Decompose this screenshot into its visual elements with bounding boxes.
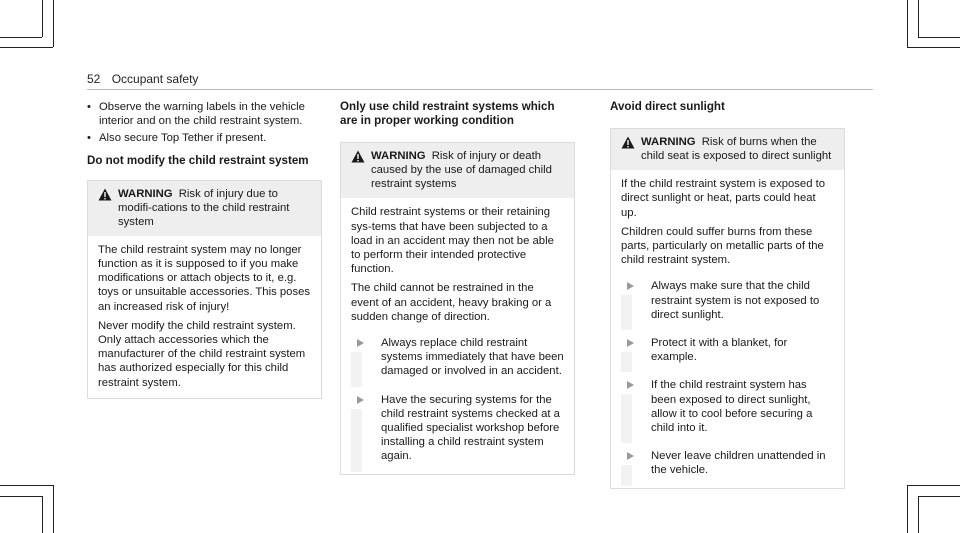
crop-mark — [907, 485, 908, 533]
crop-mark — [918, 0, 919, 37]
page-number: 52 — [87, 72, 101, 86]
warning-paragraph: Children could suffer burns from these parts, particularly on metallic parts of the child restraint system. — [621, 225, 824, 267]
warning-header — [341, 143, 574, 198]
action-steps — [351, 336, 564, 464]
warning-paragraph: Never modify the child restraint system. Only attach accessories which the manufacturer of the child restraint system has authorized especially for this child restraint system. — [98, 319, 306, 389]
crop-mark — [53, 485, 54, 533]
column-2 — [340, 100, 575, 475]
action-step — [351, 393, 564, 464]
step-text: Always make sure that the child restraint system is not exposed to direct sunlight. — [651, 280, 820, 321]
crop-mark — [918, 37, 960, 38]
step-text: Always replace child restraint systems immediately that have been damaged or involved in an accident. — [381, 337, 564, 378]
warning-label: WARNING — [118, 187, 173, 200]
step-text: Never leave children unattended in the vehicle. — [651, 450, 826, 477]
crop-mark — [907, 47, 960, 48]
crop-mark — [53, 0, 54, 47]
list-item: • Also secure Top Tether if present. — [87, 131, 322, 145]
action-step — [351, 336, 564, 379]
crop-mark — [0, 37, 42, 38]
step-text: Have the securing systems for the child restraint systems checked at a qualified specialist workshop before installing a child restraint system again. — [381, 393, 560, 463]
warning-triangle-icon — [351, 150, 365, 163]
warning-paragraph: The child restraint system may no longer function as it is supposed to if you make modifications or attach objects to it, e.g. toys or unsuitable accessories. This poses an increased risk of injury! — [98, 243, 311, 313]
warning-box — [87, 180, 322, 399]
step-bar — [621, 465, 632, 485]
crop-mark — [0, 47, 53, 48]
arrow-right-icon — [627, 339, 634, 347]
warning-title: Risk of burns when the child seat is exposed to direct sunlight — [641, 136, 832, 163]
header-divider — [87, 89, 873, 90]
section-heading: Do not modify the child restraint system — [87, 153, 309, 167]
list-item: • Observe the warning labels in the vehicle interior and on the child restraint system. — [87, 100, 322, 128]
step-text: Protect it with a blanket, for example. — [651, 337, 788, 364]
action-step — [621, 378, 834, 435]
warning-box — [610, 128, 845, 488]
warning-title: Risk of injury due to modifi-cations to the child restraint system — [118, 187, 290, 228]
step-bar — [351, 409, 362, 472]
warning-box — [340, 142, 575, 474]
crop-mark — [907, 485, 960, 486]
arrow-right-icon — [357, 339, 364, 347]
arrow-right-icon — [357, 396, 364, 404]
warning-paragraph: Child restraint systems or their retaining sys-tems that have been subjected to a load in an accident may then not be able to perform their intended protective function. — [351, 206, 554, 276]
action-steps — [621, 279, 834, 477]
warning-paragraph: If the child restraint system is exposed to direct sunlight or heat, parts could heat up. — [621, 178, 826, 219]
crop-mark — [0, 496, 42, 497]
crop-mark — [42, 496, 43, 533]
column-1 — [87, 100, 322, 399]
warning-body — [611, 170, 844, 487]
warning-triangle-icon — [621, 136, 635, 149]
bullet-list — [87, 100, 322, 146]
crop-mark — [918, 496, 919, 533]
page-header — [87, 72, 198, 86]
warning-label: WARNING — [641, 136, 696, 149]
section-title: Occupant safety — [111, 72, 199, 86]
warning-header — [611, 129, 844, 170]
arrow-right-icon — [627, 381, 634, 389]
crop-mark — [42, 0, 43, 37]
crop-mark — [907, 0, 908, 47]
step-bar — [621, 394, 632, 443]
crop-mark — [918, 496, 960, 497]
warning-header — [88, 181, 321, 236]
action-step — [621, 279, 834, 322]
action-step — [621, 449, 834, 477]
section-heading: Avoid direct sunlight — [610, 100, 725, 113]
arrow-right-icon — [627, 452, 634, 460]
action-step — [621, 336, 834, 364]
warning-label: WARNING — [371, 150, 426, 163]
warning-body — [88, 236, 321, 398]
arrow-right-icon — [627, 282, 634, 290]
crop-mark — [0, 485, 53, 486]
column-3 — [610, 100, 845, 489]
step-text: If the child restraint system has been exposed to direct sunlight, allow it to cool before securing a child into it. — [651, 379, 813, 435]
warning-triangle-icon — [98, 188, 112, 201]
warning-body — [341, 198, 574, 473]
step-bar — [351, 352, 362, 387]
warning-paragraph: The child cannot be restrained in the event of an accident, heavy braking or a sudden change of direction. — [351, 282, 552, 323]
warning-title: Risk of injury or death caused by the use of damaged child restraint systems — [371, 150, 552, 191]
step-bar — [621, 352, 632, 372]
step-bar — [621, 295, 632, 330]
section-heading: Only use child restraint systems which are in proper working condition — [340, 100, 555, 128]
